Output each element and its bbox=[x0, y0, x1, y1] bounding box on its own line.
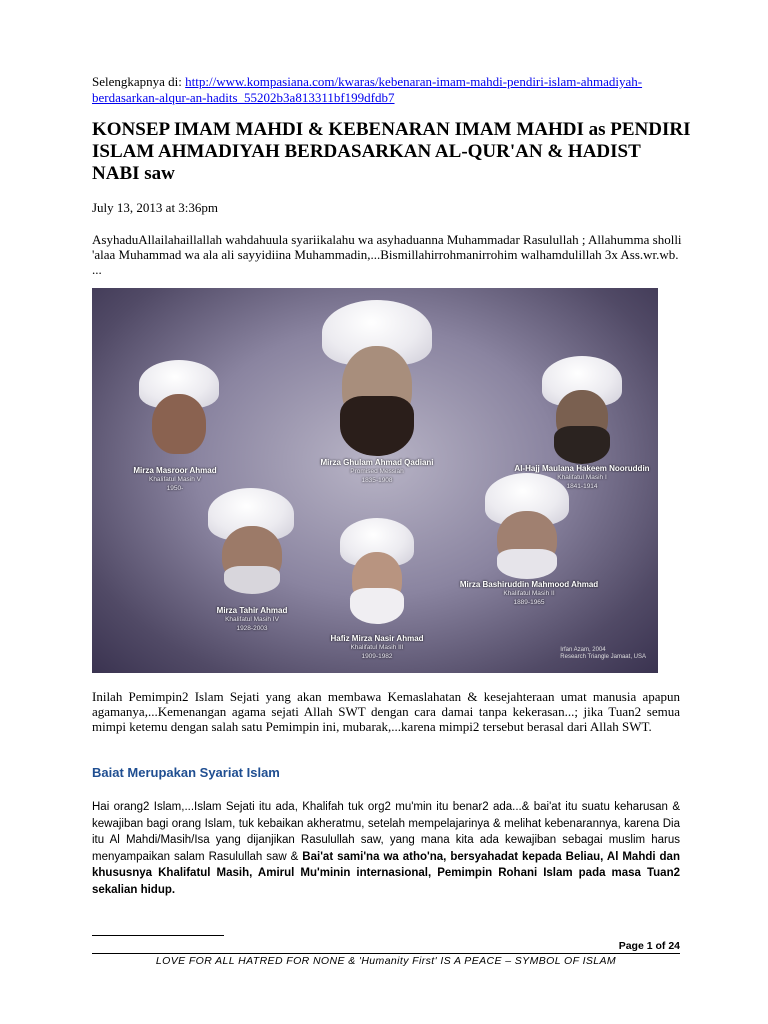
source-prefix: Selengkapnya di: bbox=[92, 74, 186, 89]
section-heading: Baiat Merupakan Syariat Islam bbox=[92, 765, 280, 780]
page-number: Page 1 of 24 bbox=[618, 940, 680, 952]
source-link[interactable]: http://www.kompasiana.com/kwaras/kebenaran-imam-mahdi-pendiri-islam-ahmadiyah-berdasarkan-alqur-an-hadits_55202b3a813311bf199dfdb7 bbox=[92, 74, 643, 105]
bold-text: Bai'at sami'na wa atho'na, bersyahadat kepada Beliau, Al Mahdi dan khususnya Khalifatul Masih, Amirul Mu'minin internasional, Pemimpin Rohani Islam pada masa Tuan2 sekalian hidup. bbox=[92, 850, 680, 896]
photo-credit: Irfan Azam, 2004 Research Triangle Jamaat, USA bbox=[560, 647, 646, 660]
portrait-bottom-right bbox=[477, 473, 577, 583]
paragraph-baiat: Hai orang2 Islam,...Islam Sejati itu ada, Khalifah tuk org2 mu'min itu benar2 ada...& bai'at itu suatu keharusan & kewajiban bagi orang Islam, tuk kebaikan akheratmu, setelah mempelajarinya & melihat kebenarannya, karena Dia itu Al Mahdi/Masih/Isa yang dijanjikan Rasulullah saw, yang mana kita ada kewajiban sebagai muslim harus menyampaikan salam Rasulullah saw & Bai'at sami'na wa atho'na, bersyahadat kepada Beliau, Al Mahdi dan khususnya Khalifatul Masih, Amirul Mu'minin internasional, Pemimpin Rohani Islam pada masa Tuan2 sekalian hidup. bbox=[92, 801, 680, 896]
page-footer: LOVE FOR ALL HATRED FOR NONE & 'Humanity First' IS A PEACE – SYMBOL OF ISLAM bbox=[155, 955, 617, 967]
portrait-top-left bbox=[134, 360, 224, 460]
portrait-top-right bbox=[532, 356, 632, 466]
footnote-divider bbox=[92, 935, 224, 936]
page-title: KONSEP IMAM MAHDI & KEBENARAN IMAM MAHDI as PENDIRI ISLAM AHMADIYAH BERDASARKAN AL-QUR'AN & HADIST NABI saw bbox=[92, 119, 691, 184]
portrait-bottom-center bbox=[332, 518, 422, 628]
paragraph-leaders: Inilah Pemimpin2 Islam Sejati yang akan membawa Kemaslahatan & kesejahteraan umat manusia apapun agamanya,...Kemenangan agama sejati Allah SWT dengan cara damai tanpa kekerasan...; jika Tuan2 semua mimpi ketemu dengan salah satu Pemimpin ini, mubarak,...karena mimpi2 tersebut berasal dari Allah SWT. bbox=[92, 689, 680, 734]
post-date: July 13, 2013 at 3:36pm bbox=[92, 200, 219, 215]
portrait-bottom-left bbox=[202, 488, 302, 598]
footer-divider bbox=[92, 953, 680, 954]
leaders-photo-collage: Mirza Ghulam Ahmad Qadiani Promised Messiah 1835-1908 Mirza Masroor Ahmad Khalifatul Masih V 1950- Al-Hajj Maulana Hakeem Nooruddin Khalifatul Masih I 1841-1914 Mirza Tahir Ahmad Khalifatul Masih IV 1928-2003 Hafiz Mirza Nasir Ahmad Khalifatul Masih III 1909-1982 Mirza Bashiruddin Mahmood Ahmad Khalifatul Masih II 1889-1965 Irfan Azam, 2004 Research Triangle Jamaat, USA bbox=[92, 288, 658, 673]
portrait-center bbox=[302, 298, 452, 468]
source-line bbox=[92, 74, 682, 106]
intro-text: AsyhaduAllailahaillallah wahdahuula syariikalahu wa asyhaduanna Muhammadar Rasulullah ; Allahumma sholli 'alaa Muhammad wa ala ali sayyidiina Muhammadin,...Bismillahirrohmanirrohim walhamdulillah 3x Ass.wr.wb. ... bbox=[92, 232, 682, 277]
caption-name: Mirza Ghulam Ahmad Qadiani bbox=[320, 458, 434, 467]
